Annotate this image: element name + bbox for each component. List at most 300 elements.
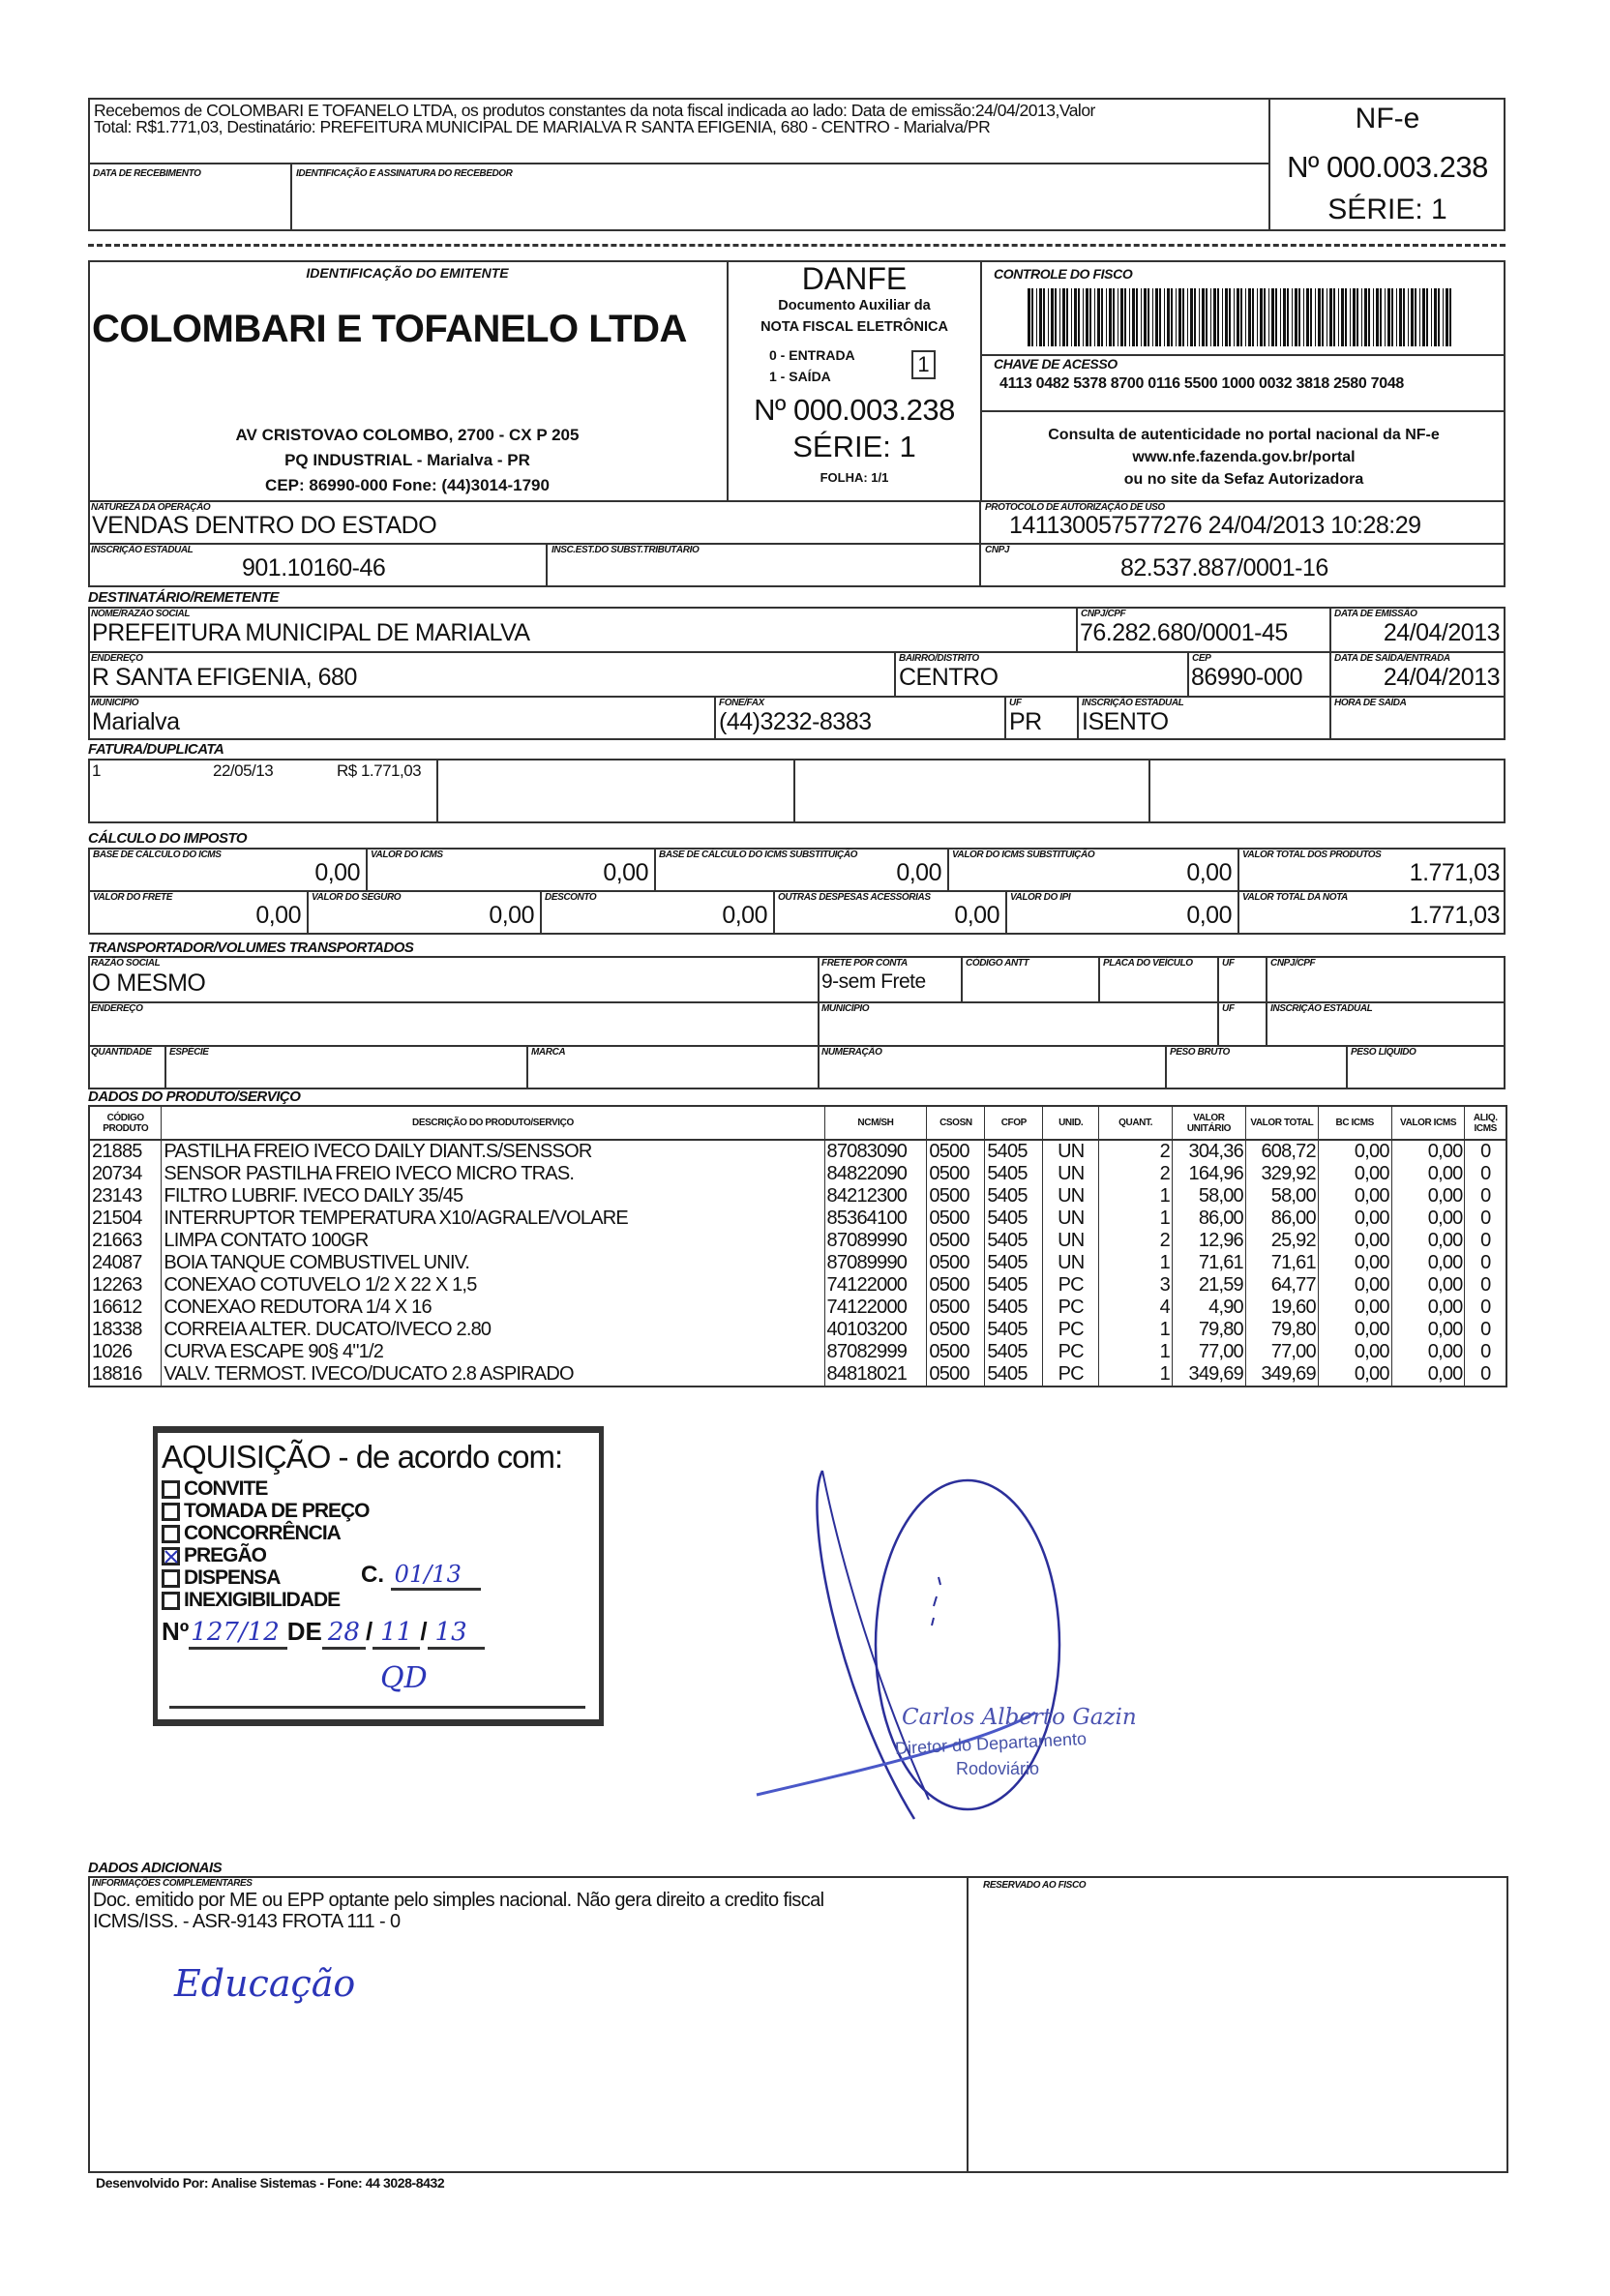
- barcode-bar: [1315, 288, 1316, 346]
- table-row: [89, 1252, 1506, 1274]
- barcode-bar: [1283, 288, 1286, 346]
- checkbox-icon: [162, 1569, 180, 1588]
- table-cell: 87089990: [824, 1252, 927, 1274]
- barcode-bar: [1431, 288, 1432, 346]
- phone: (44)3232-8383: [719, 708, 872, 735]
- barcode-bar: [1213, 288, 1216, 346]
- table-cell: 0,00: [1318, 1297, 1391, 1319]
- barcode-bar: [1396, 288, 1397, 346]
- barcode-bar: [1159, 288, 1161, 346]
- table-cell: 87083090: [824, 1140, 927, 1163]
- column-header: VALOR UNITÁRIO: [1172, 1106, 1245, 1140]
- net-weight-label: PESO LÍQUIDO: [1351, 1047, 1416, 1058]
- table-cell: PC: [1043, 1274, 1099, 1297]
- barcode-bar: [1055, 288, 1057, 346]
- table-cell: UN: [1043, 1163, 1099, 1185]
- table-cell: 2: [1099, 1163, 1173, 1185]
- barcode-bar: [1124, 288, 1126, 346]
- table-cell: 5405: [985, 1363, 1043, 1387]
- emitter-label: IDENTIFICAÇÃO DO EMITENTE: [306, 265, 509, 281]
- table-cell: 0500: [927, 1363, 985, 1387]
- column-header: CÓDIGO PRODUTO: [89, 1106, 162, 1140]
- table-cell: 0,00: [1391, 1274, 1465, 1297]
- barcode-bar: [1318, 288, 1321, 346]
- danfe-series: SÉRIE: 1: [792, 430, 916, 463]
- barcode-bar: [1051, 288, 1054, 346]
- table-cell: 12,96: [1172, 1230, 1245, 1252]
- table-cell: 0,00: [1391, 1163, 1465, 1185]
- table-row: [89, 1274, 1506, 1297]
- table-cell: 0,00: [1391, 1252, 1465, 1274]
- transport-block: [88, 956, 1506, 1089]
- table-cell: 0: [1465, 1208, 1506, 1230]
- table-cell: 21885: [89, 1140, 162, 1163]
- barcode-bar: [1252, 288, 1254, 346]
- table-row: [89, 1297, 1506, 1319]
- danfe-title: DANFE: [801, 261, 908, 296]
- table-cell: 0,00: [1318, 1341, 1391, 1363]
- barcode-bar: [1083, 288, 1084, 346]
- quantity-label: QUANTIDADE: [91, 1047, 152, 1058]
- barcode-bar: [1066, 288, 1068, 346]
- authenticity-info: Consulta de autenticidade no portal nacional da NF-e www.nfe.fazenda.gov.br/portal ou no site da Sefaz Autorizadora: [982, 424, 1506, 491]
- barcode-bar: [1237, 288, 1239, 346]
- tax-field-label: VALOR DO FRETE: [93, 892, 172, 903]
- divider: [1076, 607, 1078, 651]
- stamp-option: [162, 1544, 370, 1566]
- table-cell: 87089990: [824, 1230, 927, 1252]
- barcode-bar: [1353, 288, 1356, 346]
- table-cell: 5405: [985, 1140, 1043, 1163]
- column-header: ALIQ. ICMS: [1465, 1106, 1506, 1140]
- stamp-option: [162, 1566, 370, 1589]
- reserved-fisco-label: RESERVADO AO FISCO: [983, 1880, 1087, 1891]
- table-cell: 0,00: [1391, 1341, 1465, 1363]
- barcode-bar: [1039, 288, 1042, 346]
- divider: [1165, 1045, 1167, 1089]
- barcode-bar: [1136, 288, 1138, 346]
- zip: 86990-000: [1191, 664, 1303, 691]
- table-cell: 87082999: [824, 1341, 927, 1363]
- barcode-bar: [1178, 288, 1181, 346]
- nfe-series: SÉRIE: 1: [1327, 194, 1447, 225]
- stamp-month: 11: [373, 1618, 420, 1650]
- barcode-bar: [1106, 288, 1107, 346]
- table-cell: 5405: [985, 1341, 1043, 1363]
- table-cell: 21504: [89, 1208, 162, 1230]
- table-cell: 74122000: [824, 1297, 927, 1319]
- stamp-option: [162, 1500, 370, 1522]
- barcode: [1028, 288, 1453, 346]
- invoice-block: [88, 759, 1506, 823]
- table-cell: 5405: [985, 1208, 1043, 1230]
- table-cell: 86,00: [1172, 1208, 1245, 1230]
- barcode-bar: [1376, 288, 1379, 346]
- stamp-year: 13: [428, 1618, 485, 1650]
- checked-box-icon: [162, 1547, 180, 1565]
- table-cell: INTERRUPTOR TEMPERATURA X10/AGRALE/VOLARE: [162, 1208, 824, 1230]
- table-cell: 0: [1465, 1252, 1506, 1274]
- barcode-bar: [1086, 288, 1088, 346]
- column-header: VALOR TOTAL: [1245, 1106, 1318, 1140]
- carrier-name: O MESMO: [92, 969, 206, 997]
- table-cell: 0: [1465, 1230, 1506, 1252]
- stamp-option: [162, 1589, 370, 1611]
- table-cell: 0: [1465, 1185, 1506, 1208]
- table-row: [89, 1140, 1506, 1163]
- table-cell: 0: [1465, 1363, 1506, 1387]
- table-cell: 1: [1099, 1208, 1173, 1230]
- tax-field-value: 0,00: [603, 859, 648, 886]
- stamp-option-label: INEXIGIBILIDADE: [184, 1589, 341, 1611]
- table-cell: 25,92: [1245, 1230, 1318, 1252]
- table-cell: 0,00: [1318, 1163, 1391, 1185]
- cnpj-value: 82.537.887/0001-16: [1120, 554, 1328, 581]
- tax-field-label: DESCONTO: [545, 892, 597, 903]
- table-cell: 71,61: [1245, 1252, 1318, 1274]
- column-header: NCM/SH: [824, 1106, 927, 1140]
- barcode-bar: [1260, 288, 1263, 346]
- table-cell: 0,00: [1391, 1140, 1465, 1163]
- state-registration-value: 901.10160-46: [242, 554, 386, 581]
- barcode-bar: [1094, 288, 1095, 346]
- barcode-bar: [1245, 288, 1246, 346]
- table-cell: SENSOR PASTILHA FREIO IVECO MICRO TRAS.: [162, 1163, 824, 1185]
- table-cell: 12263: [89, 1274, 162, 1297]
- stamp-c-field: C. 01/13: [361, 1561, 481, 1589]
- table-cell: UN: [1043, 1230, 1099, 1252]
- table-cell: 84818021: [824, 1363, 927, 1387]
- table-cell: UN: [1043, 1252, 1099, 1274]
- table-cell: 19,60: [1245, 1297, 1318, 1319]
- divider: [546, 543, 548, 587]
- barcode-bar: [1333, 288, 1335, 346]
- acquisition-stamp: [153, 1426, 604, 1726]
- barcode-bar: [1234, 288, 1235, 346]
- carrier-address-label: ENDEREÇO: [91, 1003, 143, 1014]
- table-cell: 329,92: [1245, 1163, 1318, 1185]
- barcode-bar: [1148, 288, 1149, 346]
- barcode-bar: [1141, 288, 1142, 346]
- recipient-address: R SANTA EFIGENIA, 680: [92, 664, 357, 691]
- table-cell: LIMPA CONTATO 100GR: [162, 1230, 824, 1252]
- barcode-bar: [1229, 288, 1231, 346]
- table-cell: PC: [1043, 1319, 1099, 1341]
- checkbox-icon: [162, 1503, 180, 1521]
- barcode-bar: [1071, 288, 1072, 346]
- table-cell: 77,00: [1172, 1341, 1245, 1363]
- table-cell: 84822090: [824, 1163, 927, 1185]
- table-row: [89, 1363, 1506, 1387]
- stamp-option: [162, 1477, 370, 1500]
- protocol-value: 141130057577276 24/04/2013 10:28:29: [1009, 512, 1421, 539]
- divider: [1077, 696, 1079, 740]
- signatory-name: Carlos Alberto Gazin: [902, 1705, 1137, 1730]
- tax-field-value: 0,00: [722, 902, 767, 929]
- issue-date: 24/04/2013: [1383, 619, 1500, 646]
- barcode-bar: [1187, 288, 1188, 346]
- stamp-option: [162, 1522, 370, 1544]
- column-header: QUANT.: [1099, 1106, 1173, 1140]
- recipient-address-label: ENDEREÇO: [91, 653, 143, 664]
- table-cell: 0,00: [1391, 1185, 1465, 1208]
- tax-field-label: VALOR DO ICMS SUBSTITUIÇÃO: [952, 850, 1095, 860]
- table-cell: 0: [1465, 1163, 1506, 1185]
- table-cell: 5405: [985, 1230, 1043, 1252]
- barcode-bar: [1275, 288, 1277, 346]
- recipient-section-title: DESTINATÁRIO/REMETENTE: [88, 589, 280, 606]
- column-header: VALOR ICMS: [1391, 1106, 1465, 1140]
- table-cell: 0500: [927, 1185, 985, 1208]
- table-row: [89, 1341, 1506, 1363]
- divider: [88, 163, 1270, 164]
- column-header: CFOP: [985, 1106, 1043, 1140]
- tax-field-value: 0,00: [954, 902, 999, 929]
- carrier-state2-label: UF: [1222, 1003, 1235, 1014]
- barcode-bar: [1357, 288, 1358, 346]
- barcode-bar: [1399, 288, 1402, 346]
- barcode-bar: [1385, 288, 1386, 346]
- complementary-info-label: INFORMAÇÕES COMPLEMENTARES: [92, 1878, 253, 1889]
- barcode-bar: [1446, 288, 1448, 346]
- table-cell: 0500: [927, 1140, 985, 1163]
- table-cell: 0500: [927, 1319, 985, 1341]
- table-cell: 1: [1099, 1363, 1173, 1387]
- signature-scribble: [745, 1451, 1151, 1838]
- barcode-bar: [1097, 288, 1100, 346]
- table-cell: CORREIA ALTER. DUCATO/IVECO 2.80: [162, 1319, 824, 1341]
- barcode-bar: [1329, 288, 1332, 346]
- table-cell: 0: [1465, 1341, 1506, 1363]
- barcode-bar: [1129, 288, 1130, 346]
- barcode-bar: [1171, 288, 1173, 346]
- table-cell: 0,00: [1391, 1208, 1465, 1230]
- additional-section-title: DADOS ADICIONAIS: [88, 1860, 223, 1876]
- phone-label: FONE/FAX: [719, 698, 764, 708]
- freight-value: 9-sem Frete: [821, 970, 926, 993]
- footer-credit: Desenvolvido Por: Analise Sistemas - Fone: 44 3028-8432: [96, 2175, 445, 2191]
- tax-field-value: 0,00: [1186, 902, 1232, 929]
- tax-field-value: 0,00: [1186, 859, 1232, 886]
- divider: [526, 1045, 528, 1089]
- freight-label: FRETE POR CONTA: [821, 958, 908, 969]
- divider: [894, 651, 896, 696]
- danfe-subtitle: Documento Auxiliar da NOTA FISCAL ELETRÔNICA: [760, 298, 948, 335]
- divider: [88, 651, 1506, 653]
- barcode-bar: [1089, 288, 1091, 346]
- table-cell: 5405: [985, 1319, 1043, 1341]
- table-cell: 77,00: [1245, 1341, 1318, 1363]
- table-cell: 3: [1099, 1274, 1173, 1297]
- barcode-bar: [1101, 288, 1103, 346]
- stamp-number-field: Nº127/12 DE 28 / 11 / 13: [162, 1617, 485, 1647]
- table-cell: VALV. TERMOST. IVECO/DUCATO 2.8 ASPIRADO: [162, 1363, 824, 1387]
- table-cell: 0,00: [1318, 1140, 1391, 1163]
- invoice-section-title: FATURA/DUPLICATA: [88, 741, 224, 758]
- access-key-label: CHAVE DE ACESSO: [994, 356, 1118, 372]
- fiscal-control-label: CONTROLE DO FISCO: [994, 266, 1133, 282]
- barcode-bar: [1210, 288, 1211, 346]
- table-cell: 84212300: [824, 1185, 927, 1208]
- table-cell: 64,77: [1245, 1274, 1318, 1297]
- divider: [714, 696, 716, 740]
- protocol-label: PROTOCOLO DE AUTORIZAÇÃO DE USO: [985, 502, 1165, 513]
- barcode-bar: [1036, 288, 1037, 346]
- barcode-bar: [1345, 288, 1347, 346]
- table-cell: 18816: [89, 1363, 162, 1387]
- barcode-bar: [1031, 288, 1033, 346]
- barcode-bar: [1287, 288, 1289, 346]
- barcode-bar: [1109, 288, 1112, 346]
- barcode-bar: [1217, 288, 1219, 346]
- portal-link[interactable]: www.nfe.fazenda.gov.br/portal: [1132, 449, 1356, 465]
- recipient-cnpj-label: CNPJ/CPF: [1081, 609, 1126, 619]
- tax-field-value: 0,00: [489, 902, 534, 929]
- barcode-bar: [1152, 288, 1153, 346]
- complementary-info: Doc. emitido por ME ou EPP optante pelo simples nacional. Não gera direito a credito fiscal ICMS/ISS. - ASR-9143 FROTA 111 - 0: [93, 1890, 824, 1932]
- carrier-state-label: UF: [1222, 958, 1235, 969]
- table-cell: 0,00: [1391, 1319, 1465, 1341]
- barcode-bar: [1176, 288, 1177, 346]
- table-cell: UN: [1043, 1140, 1099, 1163]
- divider: [980, 410, 1506, 412]
- divider: [961, 956, 963, 1001]
- tax-field-value: 0,00: [255, 902, 301, 929]
- divider: [436, 759, 438, 823]
- table-cell: 0: [1465, 1319, 1506, 1341]
- installment-due-date: 22/05/13: [213, 761, 274, 780]
- installment-number: 1: [92, 761, 101, 780]
- barcode-bar: [1240, 288, 1242, 346]
- barcode-bar: [1190, 288, 1193, 346]
- danfe-page: FOLHA: 1/1: [820, 470, 889, 485]
- carrier-name-label: RAZÃO SOCIAL: [91, 958, 161, 969]
- barcode-bar: [1271, 288, 1274, 346]
- table-cell: PASTILHA FREIO IVECO DAILY DIANT.S/SENSSOR: [162, 1140, 824, 1163]
- issue-date-label: DATA DE EMISSÃO: [1334, 609, 1417, 619]
- table-cell: PC: [1043, 1363, 1099, 1387]
- table-cell: 0,00: [1391, 1297, 1465, 1319]
- table-cell: 71,61: [1172, 1252, 1245, 1274]
- barcode-bar: [1322, 288, 1324, 346]
- table-cell: 4: [1099, 1297, 1173, 1319]
- tax-field-label: VALOR TOTAL DA NOTA: [1242, 892, 1348, 903]
- carrier-ie-label: INSCRIÇÃO ESTADUAL: [1270, 1003, 1373, 1014]
- access-key: 4113 0482 5378 8700 0116 5500 1000 0032 3818 2580 7048: [999, 375, 1405, 392]
- zip-label: CEP: [1192, 653, 1211, 664]
- barcode-bar: [1298, 288, 1300, 346]
- table-row: [89, 1319, 1506, 1341]
- table-cell: 0,00: [1318, 1252, 1391, 1274]
- tax-field-label: VALOR DO SEGURO: [312, 892, 402, 903]
- barcode-bar: [1380, 288, 1382, 346]
- barcode-bar: [1411, 288, 1414, 346]
- table-cell: 18338: [89, 1319, 162, 1341]
- barcode-bar: [1306, 288, 1309, 346]
- cnpj-label: CNPJ: [985, 545, 1010, 555]
- gross-weight-label: PESO BRUTO: [1170, 1047, 1230, 1058]
- barcode-bar: [1167, 288, 1170, 346]
- table-cell: 1: [1099, 1185, 1173, 1208]
- receipt-date-label: DATA DE RECEBIMENTO: [93, 168, 201, 179]
- stamp-signature-line: [169, 1706, 585, 1709]
- table-cell: 0,00: [1318, 1319, 1391, 1341]
- table-cell: BOIA TANQUE COMBUSTIVEL UNIV.: [162, 1252, 824, 1274]
- products-section-title: DADOS DO PRODUTO/SERVIÇO: [88, 1088, 301, 1105]
- barcode-bar: [1364, 288, 1367, 346]
- recipient-ie-label: INSCRIÇÃO ESTADUAL: [1082, 698, 1184, 708]
- table-cell: 1026: [89, 1341, 162, 1363]
- tax-field-value: 0,00: [896, 859, 941, 886]
- tax-field-label: BASE DE CÁLCULO DO ICMS: [93, 850, 222, 860]
- checkbox-icon: [162, 1592, 180, 1610]
- tax-field-value: 1.771,03: [1409, 859, 1500, 886]
- danfe-number: Nº 000.003.238: [754, 393, 955, 427]
- exit-date-label: DATA DE SAÍDA/ENTRADA: [1334, 653, 1450, 664]
- table-cell: CONEXAO REDUTORA 1/4 X 16: [162, 1297, 824, 1319]
- nfe-label: NF-e: [1355, 103, 1420, 134]
- barcode-bar: [1182, 288, 1184, 346]
- table-cell: 5405: [985, 1163, 1043, 1185]
- danfe-type-box: 1: [911, 350, 936, 379]
- table-cell: 0,00: [1391, 1363, 1465, 1387]
- recipient-name: PREFEITURA MUNICIPAL DE MARIALVA: [92, 619, 530, 646]
- table-cell: 5405: [985, 1297, 1043, 1319]
- table-cell: 304,36: [1172, 1140, 1245, 1163]
- stamp-day: 28: [322, 1618, 366, 1650]
- tax-field-label: VALOR DO IPI: [1010, 892, 1071, 903]
- barcode-bar: [1373, 288, 1374, 346]
- barcode-bar: [1426, 288, 1428, 346]
- barcode-bar: [1113, 288, 1115, 346]
- barcode-bar: [1132, 288, 1135, 346]
- cut-line: [88, 244, 1506, 247]
- state: PR: [1009, 708, 1042, 735]
- table-cell: PC: [1043, 1297, 1099, 1319]
- table-cell: 0500: [927, 1208, 985, 1230]
- barcode-bar: [1449, 288, 1451, 346]
- tax-field-label: OUTRAS DESPESAS ACESSÓRIAS: [778, 892, 931, 903]
- table-cell: 0500: [927, 1274, 985, 1297]
- column-header: DESCRIÇÃO DO PRODUTO/SERVIÇO: [162, 1106, 824, 1140]
- barcode-bar: [1043, 288, 1045, 346]
- recipient-ie: ISENTO: [1082, 708, 1169, 735]
- checkbox-icon: [162, 1525, 180, 1543]
- barcode-bar: [1248, 288, 1251, 346]
- danfe-type-legend: 0 - ENTRADA 1 - SAÍDA: [769, 347, 855, 384]
- divider: [793, 759, 795, 823]
- table-cell: 79,80: [1245, 1319, 1318, 1341]
- barcode-bar: [1295, 288, 1297, 346]
- numbering-label: NUMERAÇÃO: [821, 1047, 882, 1058]
- tax-section-title: CÁLCULO DO IMPOSTO: [88, 830, 248, 847]
- nature-label: NATUREZA DA OPERAÇÃO: [91, 502, 211, 513]
- barcode-bar: [1206, 288, 1208, 346]
- barcode-bar: [1408, 288, 1409, 346]
- recipient-name-label: NOME/RAZÃO SOCIAL: [91, 609, 191, 619]
- table-row: [89, 1163, 1506, 1185]
- table-cell: 164,96: [1172, 1163, 1245, 1185]
- barcode-bar: [1280, 288, 1281, 346]
- exit-date: 24/04/2013: [1383, 664, 1500, 691]
- exit-time-label: HORA DE SAÍDA: [1334, 698, 1407, 708]
- barcode-bar: [1403, 288, 1405, 346]
- barcode-bar: [1048, 288, 1049, 346]
- tax-field-label: BASE DE CÁLCULO DO ICMS SUBSTITUIÇÃO: [659, 850, 858, 860]
- table-cell: 0,00: [1318, 1185, 1391, 1208]
- divider: [88, 543, 1506, 545]
- tax-field-label: VALOR DO ICMS: [371, 850, 443, 860]
